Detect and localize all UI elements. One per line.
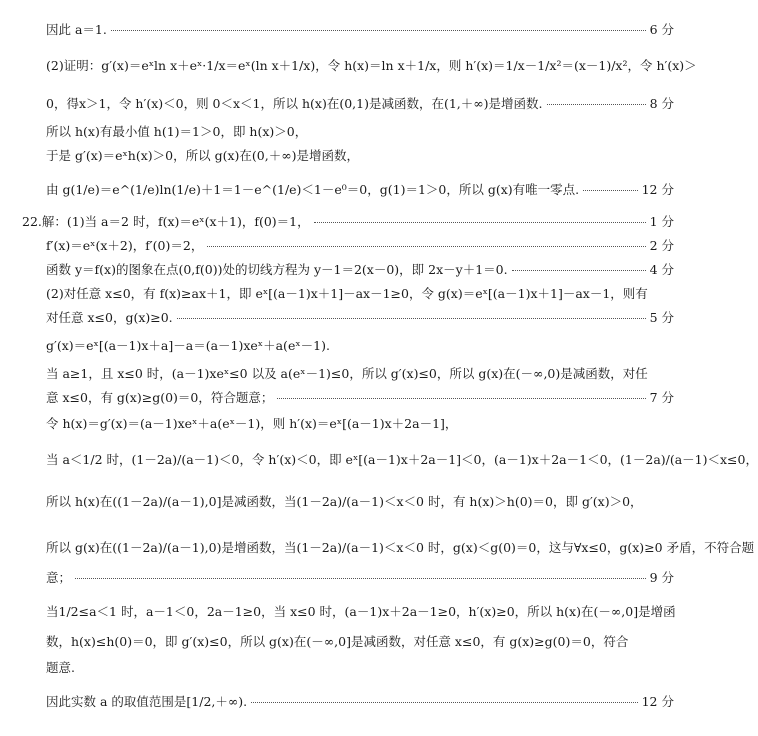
line-text: 当1/2≤a＜1 时，a－1＜0，2a－1≥0，当 x≤0 时，(a－1)x＋2a－1≥0，h′(x)≥0，所以 h(x)在(－∞,0]是增函: [46, 604, 676, 619]
solution-line: [46, 182, 674, 198]
score-label: 12 分: [641, 182, 674, 197]
score-label: 5 分: [649, 310, 674, 325]
solution-line: [46, 286, 674, 302]
score-label: 1 分: [649, 214, 674, 229]
score-label: 7 分: [649, 390, 674, 405]
solution-line: [46, 694, 674, 710]
dot-leader: [583, 190, 637, 191]
solution-line: [46, 540, 755, 556]
solution-line: [46, 238, 674, 254]
line-text: 对任意 x≤0，g(x)≥0.: [46, 310, 173, 325]
line-text: 意 x≤0，有 g(x)≥g(0)＝0，符合题意；: [46, 390, 274, 405]
score-label: 2 分: [649, 238, 674, 253]
dot-leader: [314, 222, 646, 223]
score-label: 8 分: [649, 96, 674, 111]
solution-line: [46, 416, 674, 432]
line-text: 由 g(1/e)＝e^(1/e)ln(1/e)＋1＝1－e^(1/e)＜1－e⁰＝0，g(1)＝1＞0，所以 g(x)有唯一零点.: [46, 182, 580, 197]
dot-leader: [177, 318, 646, 319]
dot-leader: [251, 702, 637, 703]
solution-line: [46, 634, 674, 650]
dot-leader: [111, 30, 646, 31]
line-text: f′(x)＝eˣ(x＋2)，f′(0)＝2，: [46, 238, 204, 253]
solution-line: [46, 58, 697, 74]
solution-line: [46, 390, 674, 406]
line-text: 因此实数 a 的取值范围是[1/2,＋∞).: [46, 694, 248, 709]
solution-line: [46, 604, 674, 620]
line-text: 数，h(x)≤h(0)＝0，即 g′(x)≤0，所以 g(x)在(－∞,0]是减函数，对任意 x≤0，有 g(x)≥g(0)＝0，符合: [46, 634, 629, 649]
dot-leader: [75, 578, 646, 579]
line-text: 22.解：(1)当 a＝2 时，f(x)＝eˣ(x＋1)，f(0)＝1，: [22, 214, 310, 229]
line-text: 当 a≥1，且 x≤0 时，(a－1)xeˣ≤0 以及 a(eˣ－1)≤0，所以 g′(x)≤0，所以 g(x)在(－∞,0)是减函数，对任: [46, 366, 648, 381]
solution-line: [46, 338, 674, 354]
solution-line: [46, 660, 674, 676]
line-text: 所以 g(x)在((1－2a)/(a－1),0)是增函数，当(1－2a)/(a－1)＜x＜0 时，g(x)＜g(0)＝0，这与∀x≤0，g(x)≥0 矛盾，不符合题: [46, 540, 755, 555]
solution-line: [46, 96, 674, 112]
line-text: 题意.: [46, 660, 75, 675]
score-label: 9 分: [649, 570, 674, 585]
solution-line: [46, 262, 674, 278]
solution-line: [46, 124, 674, 140]
line-text: 因此 a＝1.: [46, 22, 107, 37]
solution-line: [46, 366, 674, 382]
line-text: 所以 h(x)有最小值 h(1)＝1＞0，即 h(x)＞0，: [46, 124, 308, 139]
solution-line: [46, 494, 674, 510]
line-text: 函数 y＝f(x)的图象在点(0,f(0))处的切线方程为 y－1＝2(x－0)，即 2x－y＋1＝0.: [46, 262, 508, 277]
line-text: (2)对任意 x≤0，有 f(x)≥ax＋1，即 eˣ[(a－1)x＋1]－ax－1≥0，令 g(x)＝eˣ[(a－1)x＋1]－ax－1，则有: [46, 286, 648, 301]
dot-leader: [277, 398, 645, 399]
line-text: 于是 g′(x)＝eˣh(x)＞0，所以 g(x)在(0,＋∞)是增函数，: [46, 148, 359, 163]
line-text: 当 a＜1/2 时，(1－2a)/(a－1)＜0，令 h′(x)＜0，即 eˣ[(a－1)x＋2a－1]＜0，(a－1)x＋2a－1＜0，(1－2a)/(a－1)＜x≤0，: [46, 452, 758, 467]
line-text: 0，得x＞1，令 h′(x)＜0，则 0＜x＜1，所以 h(x)在(0,1)是减函数，在(1,＋∞)是增函数.: [46, 96, 543, 111]
line-text: 意；: [46, 570, 72, 585]
score-label: 6 分: [649, 22, 674, 37]
solution-line: [22, 214, 674, 230]
line-text: 所以 h(x)在((1－2a)/(a－1),0]是减函数，当(1－2a)/(a－1)＜x＜0 时，有 h(x)＞h(0)＝0，即 g′(x)＞0，: [46, 494, 643, 509]
solution-line: [46, 148, 674, 164]
dot-leader: [207, 246, 645, 247]
line-text: g′(x)＝eˣ[(a－1)x＋a]－a＝(a－1)xeˣ＋a(eˣ－1).: [46, 338, 330, 353]
dot-leader: [512, 270, 646, 271]
solution-line: [46, 310, 674, 326]
solution-line: [46, 570, 674, 586]
solution-line: [46, 452, 758, 468]
dot-leader: [547, 104, 646, 105]
line-text: 令 h(x)＝g′(x)＝(a－1)xeˣ＋a(eˣ－1)，则 h′(x)＝eˣ[(a－1)x＋2a－1]，: [46, 416, 458, 431]
score-label: 12 分: [641, 694, 674, 709]
line-text: (2)证明：g′(x)＝eˣln x＋eˣ·1/x＝eˣ(ln x＋1/x)，令 h(x)＝ln x＋1/x，则 h′(x)＝1/x－1/x²＝(x－1)/x²，令 h′(x)＞: [46, 58, 697, 73]
solution-line: [46, 22, 674, 38]
score-label: 4 分: [649, 262, 674, 277]
